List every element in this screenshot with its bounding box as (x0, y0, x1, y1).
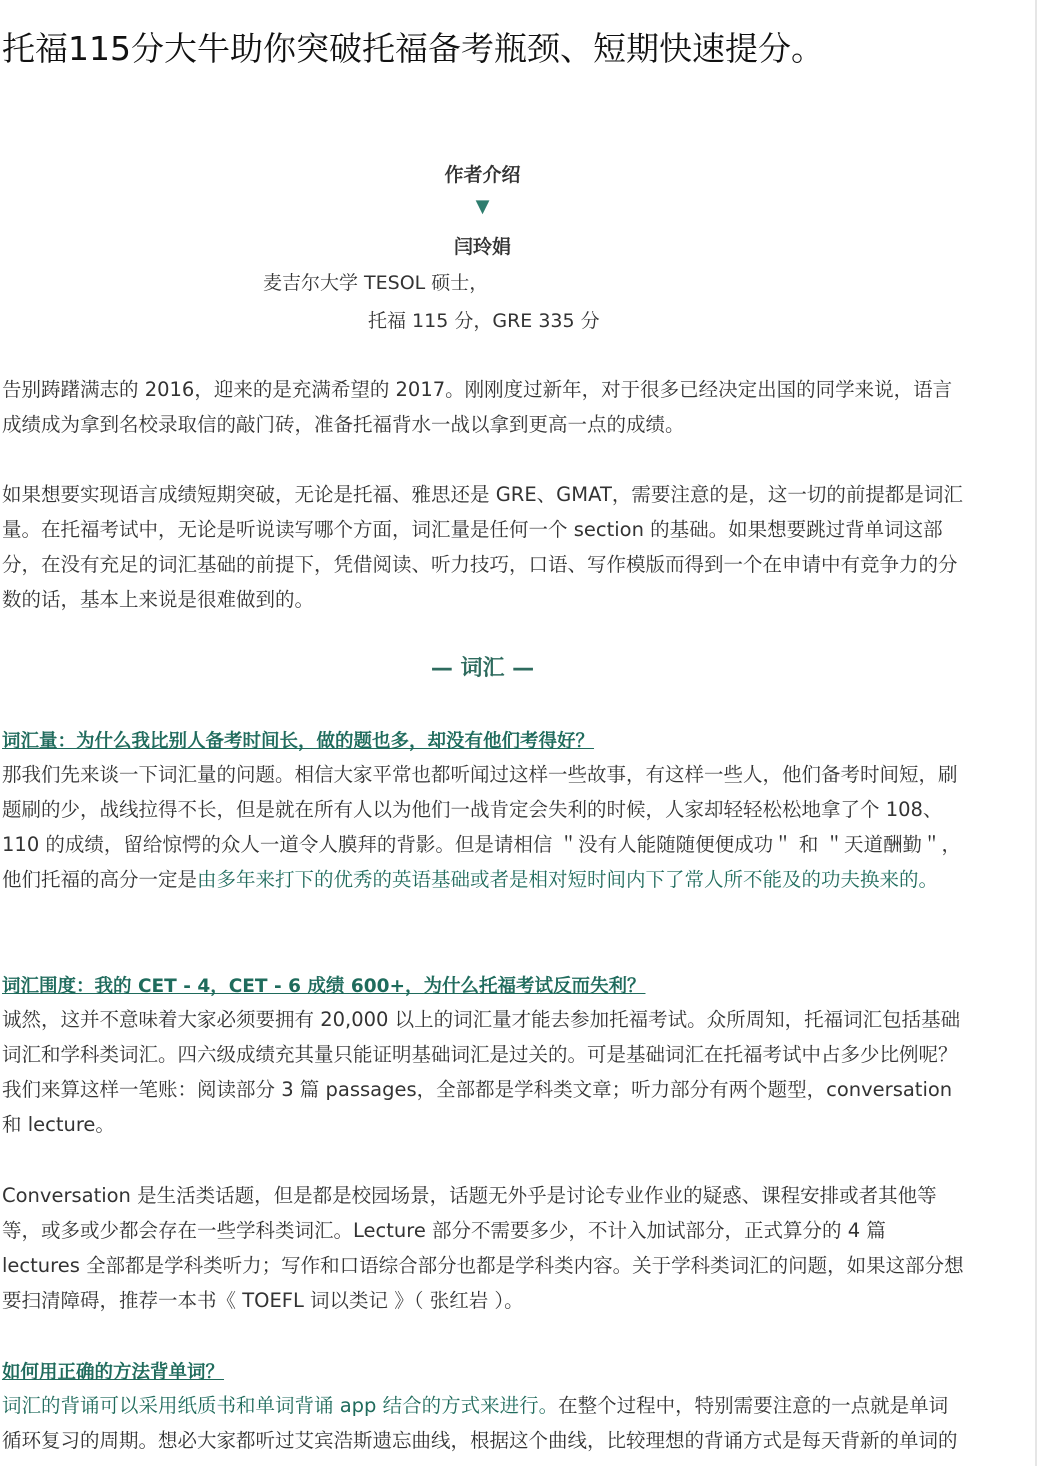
vocab-scope-paragraph-1: 诚然，这并不意味着大家必须要拥有 20,000 以上的词汇量才能去参加托福考试。众所周知，托福词汇包括基础词汇和学科类词汇。四六级成绩充其量只能证明基础词汇是过关的。可是基础词汇在托福考试中占多少比例呢？我们来算这样一笔账：阅读部分 3 篇 passages，全部都是学科类文章；听力部分有两个题型，conversation 和 lecture。 (2, 1008, 961, 1136)
down-triangle-icon: ▼ (475, 196, 490, 217)
subheading-memorization-method: 如何用正确的方法背单词？ (2, 1362, 225, 1383)
memorization-highlight: 词汇的背诵可以采用纸质书和单词背诵 app 结合的方式来进行。 (2, 1394, 559, 1417)
subheading-vocab-size: 词汇量：为什么我比别人备考时间长，做的题也多，却没有他们考得好？ (2, 731, 595, 752)
article-title: 托福115分大牛助你突破托福备考瓶颈、短期快速提分。 (2, 29, 824, 68)
vocab-size-paragraph (2, 757, 967, 897)
subheading-vocab-scope: 词汇围度：我的 CET - 4，CET - 6 成绩 600+，为什么托福考试反而失利？ (2, 976, 646, 997)
author-credential-scores: 托福 115 分，GRE 335 分 (368, 310, 600, 332)
intro-paragraph-1: 告别踌躇满志的 2016，迎来的是充满希望的 2017。刚刚度过新年，对于很多已经决定出国的同学来说，语言成绩成为拿到名校录取信的敲门砖，准备托福背水一战以拿到更高一点的成绩。 (2, 378, 953, 436)
memorization-paragraph (2, 1388, 967, 1458)
author-name: 闫玲娟 (453, 236, 511, 258)
author-credential-degree: 麦吉尔大学 TESOL 硕士， (263, 272, 489, 294)
vocab-size-highlight: 由多年来打下的优秀的英语基础或者是相对短时间内下了常人所不能及的功夫换来的。 (197, 868, 939, 891)
section-title-vocabulary: — 词汇 — (430, 656, 535, 681)
memorization-text: 在整个过程中，特别需要注意的一点就是单词循环复习的周期。想必大家都听过艾宾浩斯遗忘曲线，根据这个曲线，比较理想的背诵方式是每天背新的单词的 (2, 1394, 958, 1452)
vocab-scope-paragraph-2: Conversation 是生活类话题，但是都是校园场景，话题无外乎是讨论专业作业的疑惑、课程安排或者其他等等，或多或少都会存在一些学科类词汇。Lecture 部分不需要多少，不计入加试部分，正式算分的 4 篇 lectures 全部都是学科类听力；写作和口语综合部分也都是学科类内容。关于学科类词汇的问题，如果这部分想要扫清障碍，推荐一本书《 TOEFL 词以类记 》（ 张红岩 ）。 (2, 1184, 964, 1312)
author-intro-heading: 作者介绍 (444, 164, 521, 186)
vocab-size-text: 那我们先来谈一下词汇量的问题。相信大家平常也都听闻过这样一些故事，有这样一些人，他们备考时间短，刷题刷的少，战线拉得不长，但是就在所有人以为他们一战肯定会失利的时候，人家却轻轻松松地拿了个 108、110 的成绩，留给惊愕的众人一道令人膜拜的背影。但是请相信 ＂没有人能随随便便成功＂ 和 ＂天道酬勤＂，他们托福的高分一定是 (2, 763, 962, 891)
intro-paragraph-2: 如果想要实现语言成绩短期突破，无论是托福、雅思还是 GRE、GMAT，需要注意的是，这一切的前提都是词汇量。在托福考试中，无论是听说读写哪个方面，词汇量是任何一个 section 的基础。如果想要跳过背单词这部分，在没有充足的词汇基础的前提下，凭借阅读、听力技巧，口语、写作模版而得到一个在申请中有竞争力的分数的话，基本上来说是很难做到的。 (2, 483, 963, 611)
